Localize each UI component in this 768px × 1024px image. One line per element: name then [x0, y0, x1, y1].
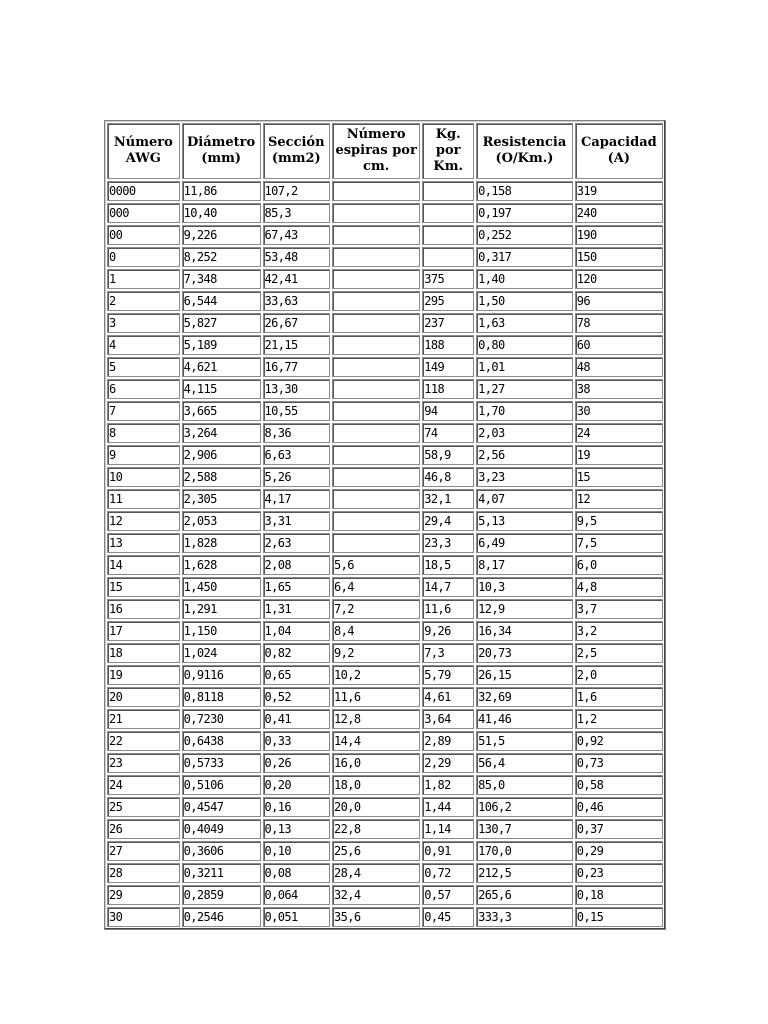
cell-diameter: 5,189 [182, 335, 261, 355]
cell-capacity: 30 [575, 401, 663, 421]
cell-section: 2,63 [263, 533, 330, 553]
header-diameter: Diámetro (mm) [182, 123, 261, 179]
table-row [107, 489, 663, 509]
cell-section: 85,3 [263, 203, 330, 223]
cell-diameter: 3,264 [182, 423, 261, 443]
cell-kg-per-km: 149 [422, 357, 474, 377]
cell-resistance: 41,46 [476, 709, 573, 729]
header-kg-per-km: Kg. por Km. [422, 123, 474, 179]
cell-kg-per-km: 2,89 [422, 731, 474, 751]
cell-turns-per-cm: 18,0 [332, 775, 420, 795]
cell-turns-per-cm: 7,2 [332, 599, 420, 619]
cell-resistance: 12,9 [476, 599, 573, 619]
cell-turns-per-cm [332, 247, 420, 267]
cell-turns-per-cm [332, 357, 420, 377]
table-row [107, 599, 663, 619]
cell-diameter: 0,2546 [182, 907, 261, 927]
cell-awg: 8 [107, 423, 180, 443]
cell-resistance: 4,07 [476, 489, 573, 509]
cell-awg: 27 [107, 841, 180, 861]
cell-turns-per-cm: 28,4 [332, 863, 420, 883]
cell-capacity: 0,29 [575, 841, 663, 861]
cell-capacity: 0,15 [575, 907, 663, 927]
cell-section: 0,20 [263, 775, 330, 795]
cell-resistance: 130,7 [476, 819, 573, 839]
cell-awg: 00 [107, 225, 180, 245]
cell-capacity: 78 [575, 313, 663, 333]
cell-kg-per-km: 7,3 [422, 643, 474, 663]
cell-resistance: 1,27 [476, 379, 573, 399]
table-header [107, 123, 663, 179]
cell-diameter: 0,8118 [182, 687, 261, 707]
cell-capacity: 9,5 [575, 511, 663, 531]
table-row [107, 225, 663, 245]
cell-capacity: 1,6 [575, 687, 663, 707]
table-row [107, 511, 663, 531]
cell-capacity: 0,23 [575, 863, 663, 883]
cell-awg: 0 [107, 247, 180, 267]
cell-section: 0,65 [263, 665, 330, 685]
cell-turns-per-cm [332, 445, 420, 465]
cell-turns-per-cm: 10,2 [332, 665, 420, 685]
table-row [107, 555, 663, 575]
cell-resistance: 6,49 [476, 533, 573, 553]
cell-resistance: 106,2 [476, 797, 573, 817]
cell-turns-per-cm [332, 467, 420, 487]
cell-awg: 22 [107, 731, 180, 751]
cell-resistance: 3,23 [476, 467, 573, 487]
cell-capacity: 120 [575, 269, 663, 289]
cell-resistance: 1,70 [476, 401, 573, 421]
cell-awg: 25 [107, 797, 180, 817]
cell-section: 0,52 [263, 687, 330, 707]
cell-kg-per-km: 29,4 [422, 511, 474, 531]
cell-section: 5,26 [263, 467, 330, 487]
table-row [107, 313, 663, 333]
table-row [107, 797, 663, 817]
cell-turns-per-cm: 25,6 [332, 841, 420, 861]
cell-turns-per-cm: 16,0 [332, 753, 420, 773]
cell-section: 0,33 [263, 731, 330, 751]
cell-awg: 12 [107, 511, 180, 531]
cell-awg: 000 [107, 203, 180, 223]
cell-diameter: 2,305 [182, 489, 261, 509]
header-resistance: Resistencia (O/Km.) [476, 123, 573, 179]
cell-turns-per-cm [332, 269, 420, 289]
cell-diameter: 8,252 [182, 247, 261, 267]
cell-turns-per-cm [332, 379, 420, 399]
cell-resistance: 20,73 [476, 643, 573, 663]
cell-resistance: 2,03 [476, 423, 573, 443]
table-row [107, 577, 663, 597]
cell-section: 53,48 [263, 247, 330, 267]
cell-diameter: 0,4049 [182, 819, 261, 839]
cell-resistance: 333,3 [476, 907, 573, 927]
cell-kg-per-km [422, 247, 474, 267]
table-row [107, 841, 663, 861]
table-row [107, 621, 663, 641]
cell-awg: 20 [107, 687, 180, 707]
cell-resistance: 16,34 [476, 621, 573, 641]
cell-section: 26,67 [263, 313, 330, 333]
cell-capacity: 0,58 [575, 775, 663, 795]
table-row [107, 335, 663, 355]
cell-turns-per-cm [332, 401, 420, 421]
cell-section: 13,30 [263, 379, 330, 399]
table-row [107, 445, 663, 465]
cell-resistance: 8,17 [476, 555, 573, 575]
cell-awg: 29 [107, 885, 180, 905]
cell-diameter: 0,3606 [182, 841, 261, 861]
cell-awg: 23 [107, 753, 180, 773]
cell-capacity: 190 [575, 225, 663, 245]
cell-kg-per-km: 58,9 [422, 445, 474, 465]
cell-awg: 28 [107, 863, 180, 883]
table-row [107, 687, 663, 707]
cell-diameter: 0,7230 [182, 709, 261, 729]
cell-capacity: 6,0 [575, 555, 663, 575]
cell-resistance: 56,4 [476, 753, 573, 773]
table-row [107, 731, 663, 751]
cell-capacity: 3,7 [575, 599, 663, 619]
cell-diameter: 0,6438 [182, 731, 261, 751]
cell-turns-per-cm [332, 533, 420, 553]
cell-awg: 19 [107, 665, 180, 685]
cell-resistance: 1,01 [476, 357, 573, 377]
cell-diameter: 7,348 [182, 269, 261, 289]
cell-kg-per-km: 4,61 [422, 687, 474, 707]
cell-kg-per-km [422, 203, 474, 223]
cell-section: 16,77 [263, 357, 330, 377]
header-capacity: Capacidad (A) [575, 123, 663, 179]
cell-diameter: 1,291 [182, 599, 261, 619]
cell-section: 6,63 [263, 445, 330, 465]
table-row [107, 291, 663, 311]
cell-resistance: 0,252 [476, 225, 573, 245]
cell-kg-per-km: 0,45 [422, 907, 474, 927]
table-row [107, 203, 663, 223]
cell-section: 1,65 [263, 577, 330, 597]
cell-kg-per-km [422, 225, 474, 245]
cell-capacity: 0,73 [575, 753, 663, 773]
cell-section: 0,26 [263, 753, 330, 773]
cell-section: 1,31 [263, 599, 330, 619]
cell-turns-per-cm [332, 335, 420, 355]
cell-kg-per-km: 11,6 [422, 599, 474, 619]
table-row [107, 247, 663, 267]
cell-section: 107,2 [263, 181, 330, 201]
cell-kg-per-km: 1,44 [422, 797, 474, 817]
cell-diameter: 3,665 [182, 401, 261, 421]
cell-kg-per-km: 237 [422, 313, 474, 333]
cell-diameter: 9,226 [182, 225, 261, 245]
table-row [107, 357, 663, 377]
cell-awg: 21 [107, 709, 180, 729]
cell-turns-per-cm: 22,8 [332, 819, 420, 839]
cell-resistance: 85,0 [476, 775, 573, 795]
cell-kg-per-km: 32,1 [422, 489, 474, 509]
cell-resistance: 0,80 [476, 335, 573, 355]
cell-turns-per-cm [332, 313, 420, 333]
cell-kg-per-km: 0,72 [422, 863, 474, 883]
cell-turns-per-cm: 20,0 [332, 797, 420, 817]
cell-awg: 10 [107, 467, 180, 487]
cell-turns-per-cm [332, 291, 420, 311]
cell-section: 0,08 [263, 863, 330, 883]
cell-awg: 6 [107, 379, 180, 399]
cell-diameter: 1,628 [182, 555, 261, 575]
cell-diameter: 0,4547 [182, 797, 261, 817]
cell-kg-per-km: 1,14 [422, 819, 474, 839]
cell-awg: 13 [107, 533, 180, 553]
cell-resistance: 51,5 [476, 731, 573, 751]
cell-turns-per-cm: 32,4 [332, 885, 420, 905]
header-row [107, 123, 663, 179]
cell-awg: 3 [107, 313, 180, 333]
cell-section: 67,43 [263, 225, 330, 245]
cell-kg-per-km: 1,82 [422, 775, 474, 795]
cell-section: 3,31 [263, 511, 330, 531]
cell-kg-per-km: 3,64 [422, 709, 474, 729]
cell-kg-per-km: 118 [422, 379, 474, 399]
cell-diameter: 0,9116 [182, 665, 261, 685]
cell-turns-per-cm: 14,4 [332, 731, 420, 751]
cell-diameter: 1,828 [182, 533, 261, 553]
cell-turns-per-cm: 12,8 [332, 709, 420, 729]
cell-resistance: 10,3 [476, 577, 573, 597]
cell-capacity: 48 [575, 357, 663, 377]
table-row [107, 467, 663, 487]
table-row [107, 885, 663, 905]
cell-resistance: 1,40 [476, 269, 573, 289]
cell-section: 21,15 [263, 335, 330, 355]
cell-section: 8,36 [263, 423, 330, 443]
cell-awg: 0000 [107, 181, 180, 201]
cell-resistance: 212,5 [476, 863, 573, 883]
cell-diameter: 2,906 [182, 445, 261, 465]
cell-awg: 5 [107, 357, 180, 377]
cell-capacity: 3,2 [575, 621, 663, 641]
cell-section: 0,41 [263, 709, 330, 729]
cell-resistance: 170,0 [476, 841, 573, 861]
cell-diameter: 0,5733 [182, 753, 261, 773]
cell-kg-per-km: 2,29 [422, 753, 474, 773]
table-row [107, 753, 663, 773]
cell-turns-per-cm [332, 181, 420, 201]
cell-diameter: 6,544 [182, 291, 261, 311]
cell-resistance: 265,6 [476, 885, 573, 905]
cell-section: 0,16 [263, 797, 330, 817]
cell-resistance: 1,50 [476, 291, 573, 311]
cell-kg-per-km: 74 [422, 423, 474, 443]
cell-capacity: 4,8 [575, 577, 663, 597]
cell-capacity: 24 [575, 423, 663, 443]
cell-turns-per-cm [332, 423, 420, 443]
cell-section: 2,08 [263, 555, 330, 575]
table-row [107, 709, 663, 729]
cell-resistance: 26,15 [476, 665, 573, 685]
table-row [107, 863, 663, 883]
cell-capacity: 0,18 [575, 885, 663, 905]
cell-section: 0,82 [263, 643, 330, 663]
cell-diameter: 2,588 [182, 467, 261, 487]
table-row [107, 181, 663, 201]
cell-turns-per-cm [332, 511, 420, 531]
table-row [107, 643, 663, 663]
cell-resistance: 0,197 [476, 203, 573, 223]
cell-kg-per-km: 0,57 [422, 885, 474, 905]
cell-kg-per-km: 18,5 [422, 555, 474, 575]
cell-capacity: 60 [575, 335, 663, 355]
table-row [107, 533, 663, 553]
cell-section: 0,064 [263, 885, 330, 905]
cell-awg: 18 [107, 643, 180, 663]
cell-turns-per-cm: 11,6 [332, 687, 420, 707]
cell-section: 4,17 [263, 489, 330, 509]
table-row [107, 423, 663, 443]
awg-wire-table [104, 120, 666, 930]
cell-kg-per-km: 46,8 [422, 467, 474, 487]
cell-resistance: 0,158 [476, 181, 573, 201]
table-row [107, 665, 663, 685]
cell-diameter: 1,024 [182, 643, 261, 663]
cell-section: 1,04 [263, 621, 330, 641]
cell-kg-per-km: 295 [422, 291, 474, 311]
cell-kg-per-km: 9,26 [422, 621, 474, 641]
cell-turns-per-cm [332, 489, 420, 509]
table-row [107, 269, 663, 289]
cell-diameter: 10,40 [182, 203, 261, 223]
cell-diameter: 5,827 [182, 313, 261, 333]
cell-capacity: 38 [575, 379, 663, 399]
cell-resistance: 32,69 [476, 687, 573, 707]
cell-kg-per-km: 23,3 [422, 533, 474, 553]
cell-capacity: 319 [575, 181, 663, 201]
cell-resistance: 2,56 [476, 445, 573, 465]
table-row [107, 379, 663, 399]
cell-kg-per-km: 94 [422, 401, 474, 421]
table-body [107, 181, 663, 927]
cell-section: 42,41 [263, 269, 330, 289]
cell-awg: 4 [107, 335, 180, 355]
cell-section: 0,051 [263, 907, 330, 927]
header-turns-per-cm: Número espiras por cm. [332, 123, 420, 179]
cell-diameter: 0,3211 [182, 863, 261, 883]
cell-diameter: 11,86 [182, 181, 261, 201]
cell-capacity: 0,92 [575, 731, 663, 751]
cell-capacity: 150 [575, 247, 663, 267]
cell-turns-per-cm: 6,4 [332, 577, 420, 597]
header-section: Sección (mm2) [263, 123, 330, 179]
cell-capacity: 19 [575, 445, 663, 465]
cell-awg: 30 [107, 907, 180, 927]
cell-capacity: 1,2 [575, 709, 663, 729]
table-row [107, 401, 663, 421]
cell-awg: 26 [107, 819, 180, 839]
cell-awg: 7 [107, 401, 180, 421]
cell-diameter: 2,053 [182, 511, 261, 531]
cell-awg: 16 [107, 599, 180, 619]
cell-diameter: 0,2859 [182, 885, 261, 905]
cell-awg: 15 [107, 577, 180, 597]
cell-capacity: 0,37 [575, 819, 663, 839]
cell-diameter: 4,621 [182, 357, 261, 377]
cell-diameter: 1,450 [182, 577, 261, 597]
cell-turns-per-cm [332, 203, 420, 223]
cell-kg-per-km: 0,91 [422, 841, 474, 861]
cell-awg: 1 [107, 269, 180, 289]
cell-turns-per-cm: 8,4 [332, 621, 420, 641]
cell-awg: 17 [107, 621, 180, 641]
cell-awg: 24 [107, 775, 180, 795]
cell-resistance: 1,63 [476, 313, 573, 333]
cell-capacity: 15 [575, 467, 663, 487]
cell-turns-per-cm: 5,6 [332, 555, 420, 575]
cell-resistance: 0,317 [476, 247, 573, 267]
cell-turns-per-cm [332, 225, 420, 245]
cell-kg-per-km: 375 [422, 269, 474, 289]
cell-kg-per-km: 14,7 [422, 577, 474, 597]
table-row [107, 907, 663, 927]
cell-resistance: 5,13 [476, 511, 573, 531]
cell-kg-per-km [422, 181, 474, 201]
cell-capacity: 7,5 [575, 533, 663, 553]
cell-diameter: 4,115 [182, 379, 261, 399]
cell-capacity: 12 [575, 489, 663, 509]
cell-capacity: 96 [575, 291, 663, 311]
table-row [107, 775, 663, 795]
cell-diameter: 1,150 [182, 621, 261, 641]
cell-section: 0,13 [263, 819, 330, 839]
cell-capacity: 240 [575, 203, 663, 223]
header-awg: Número AWG [107, 123, 180, 179]
cell-kg-per-km: 188 [422, 335, 474, 355]
cell-kg-per-km: 5,79 [422, 665, 474, 685]
cell-capacity: 2,0 [575, 665, 663, 685]
cell-awg: 14 [107, 555, 180, 575]
cell-capacity: 2,5 [575, 643, 663, 663]
cell-diameter: 0,5106 [182, 775, 261, 795]
cell-capacity: 0,46 [575, 797, 663, 817]
cell-awg: 9 [107, 445, 180, 465]
cell-turns-per-cm: 35,6 [332, 907, 420, 927]
table-row [107, 819, 663, 839]
cell-awg: 11 [107, 489, 180, 509]
cell-awg: 2 [107, 291, 180, 311]
cell-section: 33,63 [263, 291, 330, 311]
cell-section: 10,55 [263, 401, 330, 421]
cell-section: 0,10 [263, 841, 330, 861]
cell-turns-per-cm: 9,2 [332, 643, 420, 663]
